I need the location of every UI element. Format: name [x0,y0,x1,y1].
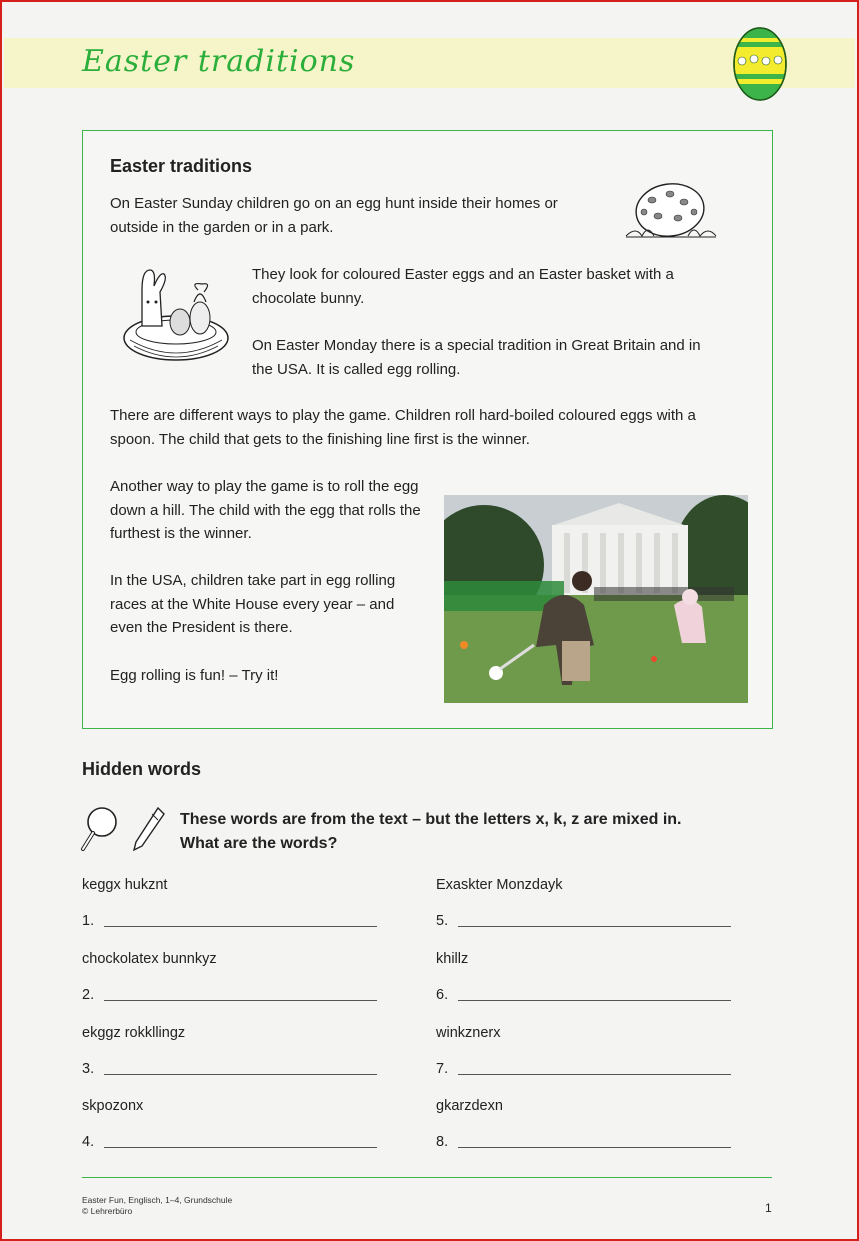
footer-credits [82,1195,232,1216]
paragraph-game-rules: There are different ways to play the game. Children roll hard-boiled coloured eggs with a spoon. The child that gets to the finishing line first is the winner. [110,407,696,448]
easter-egg-icon [728,22,792,104]
footer-divider [82,1177,772,1178]
answer-line-8[interactable] [436,1134,731,1150]
answer-line-7[interactable] [436,1061,731,1077]
spotted-egg-drawing [622,180,720,244]
paragraph-hill: Another way to play the game is to roll the egg down a hill. The child with the egg that rolls the furthest is the winner. [110,478,421,542]
paragraph-white-house: In the USA, children take part in egg rolling races at the White House every year – and even the President is there. [110,572,396,636]
answer-number: 2. [82,987,95,1003]
footer-line-1: Easter Fun, Englisch, 1–4, Grundschule [82,1195,233,1205]
scrambled-word-1: keggx hukznt [82,877,168,893]
scrambled-word-7: winkznerx [436,1025,501,1041]
easter-basket-drawing [120,262,232,372]
reading-title: Easter traditions [110,156,253,176]
answer-line-1[interactable] [82,913,377,929]
scrambled-word-3: ekggz rokkllingz [82,1025,186,1041]
answer-line-5[interactable] [436,913,731,929]
answer-line-3[interactable] [82,1061,377,1077]
scrambled-word-4: skpozonx [82,1098,144,1114]
exercise-instruction [180,808,681,855]
answer-number: 3. [82,1061,95,1077]
answer-line-6[interactable] [436,987,731,1003]
scrambled-word-2: chockolatex bunnkyz [82,951,217,967]
paragraph-coloured-eggs: They look for coloured Easter eggs and an Easter basket with a chocolate bunny. [252,266,674,307]
instruction-line-1: These words are from the text – but the letters x, k, z are mixed in. [180,811,682,828]
scrambled-word-5: Exaskter Monzdayk [436,877,563,893]
magnifier-pencil-icon [80,802,168,854]
answer-number: 5. [436,913,449,929]
instruction-line-2: What are the words? [180,834,338,852]
paragraph-egg-hunt: On Easter Sunday children go on an egg hunt inside their homes or outside in the garden or in a park. [110,195,558,236]
answer-number: 6. [436,987,449,1003]
paragraph-easter-monday: On Easter Monday there is a special tradition in Great Britain and in the USA. It is called egg rolling. [252,337,701,378]
footer-line-2: © Lehrerbüro [82,1205,133,1216]
answer-number: 1. [82,913,95,929]
egg-roll-photo [444,495,748,703]
page-number: 1 [765,1201,772,1215]
answer-number: 8. [436,1134,449,1150]
scrambled-word-8: gkarzdexn [436,1098,503,1114]
answer-number: 4. [82,1134,95,1150]
answer-line-4[interactable] [82,1134,377,1150]
scrambled-word-6: khillz [436,951,469,967]
hidden-words-title: Hidden words [82,759,202,779]
paragraph-try-it: Egg rolling is fun! – Try it! [110,667,279,684]
answer-number: 7. [436,1061,449,1077]
page-title: Easter traditions [82,44,356,79]
answer-line-2[interactable] [82,987,377,1003]
